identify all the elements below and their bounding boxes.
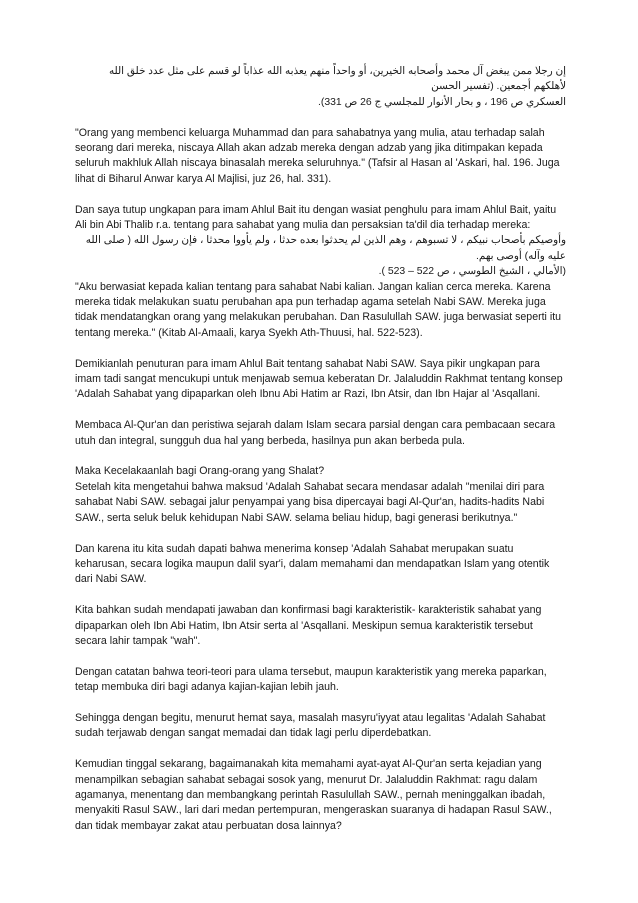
paragraph-dengan-catatan: Dengan catatan bahwa teori-teori para ulama tersebut, maupun karakteristik yang mereka paparkan, tetap membuka diri bagi adanya kajian-kajian lebih jauh. [75,665,547,694]
paragraph-sehingga: Sehingga dengan begitu, menurut hemat saya, masalah masyru'iyyat atau legalitas 'Adalah Sahabat sudah terjawab dengan sangat memadai dan tidak lagi perlu diperdebatkan. [75,711,546,740]
paragraph-dan-karena: Dan karena itu kita sudah dapati bahwa menerima konsep 'Adalah Sahabat merupakan suatu keharusan, secara logika maupun dalil syar'i, dalam memahami dan mendapatkan Islam yang otentik dari Nabi SAW. [75,542,550,586]
arabic-quote-1-line-1: إن رجلا ممن يبغض آل محمد وأصحابه الخيرين، أو واحداً منهم يعذبه الله عذاباً لو قسم على مثل عدد خلق الله لأهلكهم أجمعين. (تفسير الحسن [108,66,566,93]
paragraph-translation-2: "Aku berwasiat kepada kalian tentang para sahabat Nabi kalian. Jangan kalian cerca mereka. Karena mereka tidak melakukan suatu perubahan apa pun terhadap agama setelah Nabi SAW. Mereka juga tidak mendatangkan orang yang melakukan perubahan. Dan Rasulullah SAW. juga berwasiat seperti itu tentang mereka." (Kitab Al-Amaali, karya Syekh Ath-Thuusi, hal. 522-523). [75,280,562,339]
arabic-quote-2 [75,233,566,279]
paragraph-wasiat-intro: Dan saya tutup ungkapan para imam Ahlul Bait itu dengan wasiat penghulu para imam Ahlul Bait, yaitu Ali bin Abi Thalib r.a. tentang para sahabat yang mulia dan persaksian ta'dil dia terhadap mereka: [75,203,557,232]
arabic-quote-2-line-1: وأوصيكم بأصحاب نبيكم ، لا تسبوهم ، وهم الذين لم يحدثوا بعده حدثا ، ولم يأووا محدثا ، فإن رسول الله ( صلى الله عليه وآله) أوصى بهم. [85,235,566,262]
paragraph-kita-bahkan: Kita bahkan sudah mendapati jawaban dan konfirmasi bagi karakteristik- karakteristik sahabat yang dipaparkan oleh Ibn Abi Hatim, Ibn Atsir serta al 'Asqallani. Meskipun semua karakteristik tersebut secara lahir tampak "wah". [75,604,542,647]
paragraph-translation-1: "Orang yang membenci keluarga Muhammad dan para sahabatnya yang mulia, atau terhadap salah seorang dari mereka, niscaya Allah akan adzab mereka dengan adzab yang jika ditimpakan kepada seluruh makhluk Allah niscaya binasalah mereka seluruhnya." (Tafsir al Hasan al 'Askari, hal. 196. Juga lihat di Biharul Anwar karya Al Majlisi, juz 26, hal. 331). [75,126,560,185]
arabic-quote-1 [75,64,566,110]
paragraph-setelah: Setelah kita mengetahui bahwa maksud 'Adalah Sahabat secara mendasar adalah "menilai diri para sahabat Nabi SAW. sebagai jalur penyampai yang bisa dipercayai bagi Al-Qur'an, hadits-hadits Nabi SAW., serta seluk beluk kehidupan Nabi SAW. selama beliau hidup, bagi generasi berikutnya." [75,480,545,524]
section-heading: Maka Kecelakaanlah bagi Orang-orang yang Shalat? [75,465,325,478]
paragraph-membaca: Membaca Al-Qur'an dan peristiwa sejarah dalam Islam secara parsial dengan cara pembacaan secara utuh dan integral, sungguh dua hal yang berbeda, hasilnya pun akan berbeda pula. [75,419,556,447]
paragraph-kemudian: Kemudian tinggal sekarang, bagaimanakah kita memahami ayat-ayat Al-Qur'an serta kejadian yang menampilkan sebagian sahabat sebagai sosok yang, menurut Dr. Jalaluddin Rakhmat: ragu dalam agamanya, menentang dan membangkang perintah Rasulullah SAW., pernah meninggalkan ibadah, menyakiti Rasul SAW., lari dari medan pertempuran, mengeraskan suaranya di hadapan Rasul SAW., dan tidak membayar zakat atau perbuatan dosa lainnya? [75,758,552,832]
arabic-quote-1-line-2: العسكري ص 196 ، و بحار الأنوار للمجلسي ج 26 ص 331). [318,96,566,108]
arabic-quote-2-line-2: (الأمالي ، الشيخ الطوسي ، ص 522 – 523 ). [378,266,566,278]
paragraph-demikianlah: Demikianlah penuturan para imam Ahlul Bait tentang sahabat Nabi SAW. Saya pikir ungkapan para imam tadi sangat mencukupi untuk menjawab semua keberatan Dr. Jalaluddin Rakhmat tentang konsep 'Adalah Sahabat yang dipaparkan oleh Ibnu Abi Hatim ar Razi, Ibn Atsir, dan Ibn Hajar al 'Asqallani. [75,357,563,401]
